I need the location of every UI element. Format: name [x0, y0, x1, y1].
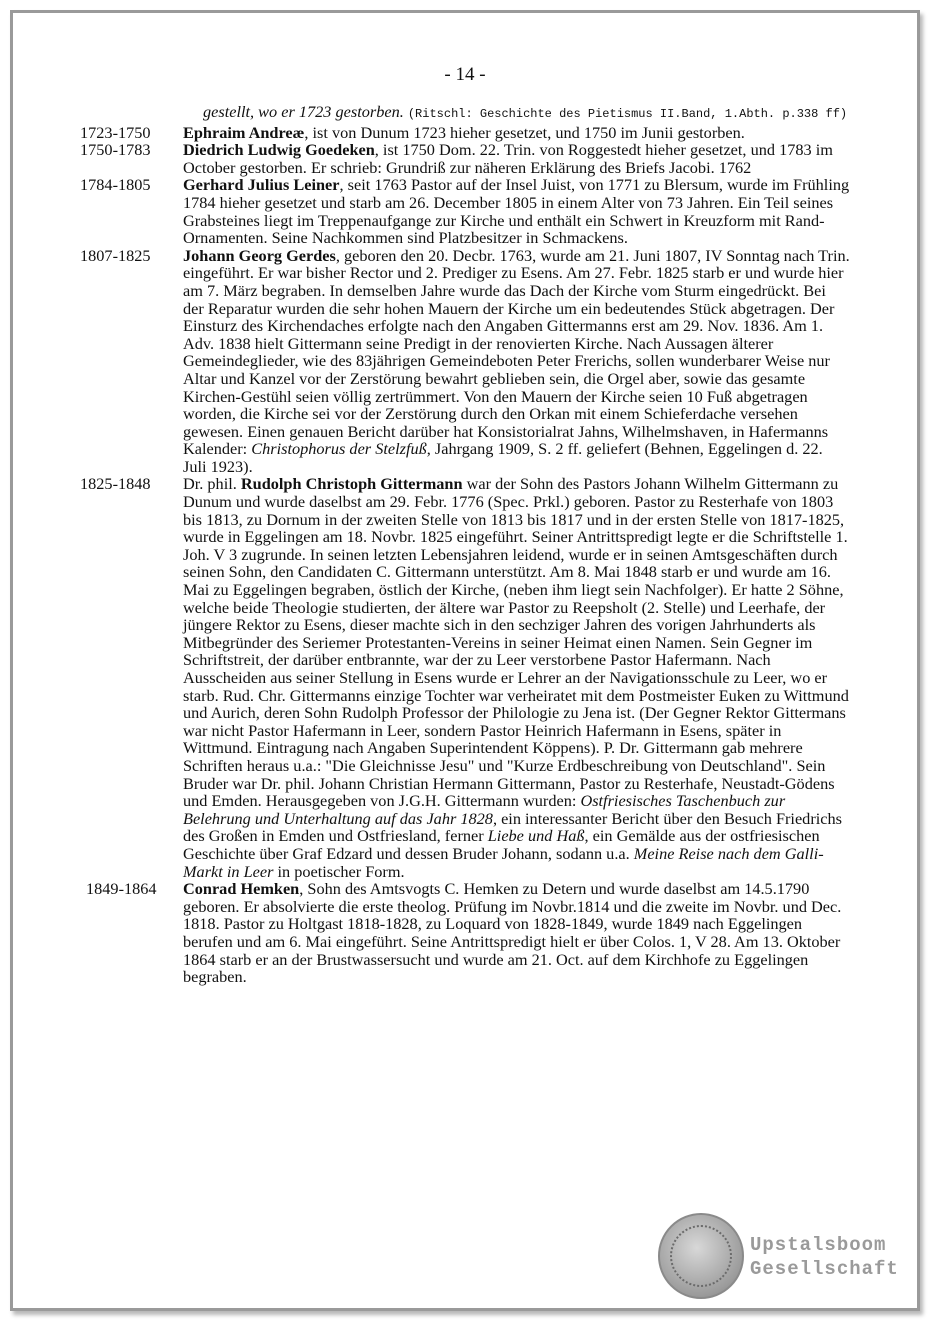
society-name-line2: Gesellschaft	[750, 1258, 899, 1280]
continuation-text: gestellt, wo er 1723 gestorben.	[203, 102, 404, 121]
society-seal-icon	[658, 1213, 744, 1299]
book-title-3: Meine Reise nach dem Galli-Markt in Leer	[183, 843, 824, 881]
pastor-entry	[80, 176, 850, 246]
entry-body-end: , Jahrgang 1909, S. 2 ff. geliefert (Behnen, Eggelingen d. 22. Juli 1923).	[183, 439, 823, 476]
entry-text	[183, 141, 850, 176]
entry-body-4: in poetischer Form.	[273, 861, 405, 881]
entry-years: 1784-1805	[80, 175, 151, 195]
pastor-name: Diedrich Ludwig Goedeken	[183, 140, 375, 160]
pastor-entry	[80, 475, 850, 880]
continuation-line	[80, 103, 850, 124]
society-logo-text	[750, 1233, 899, 1281]
entry-years: 1825-1848	[80, 474, 151, 494]
book-title-2: Liebe und Haß	[487, 826, 585, 846]
entry-text	[183, 880, 850, 986]
entry-years: 1750-1783	[80, 140, 151, 160]
entry-body: , Sohn des Amtsvogts C. Hemken zu Detern und wurde daselbst am 14.5.1790 geboren. Er absolvierte die erste theolog. Prüfung im Novbr.1814 und die zweite im Novbr. und Dec. 1818. Pastor zu Holtgast 1818-1828, zu Loquard von 1828-1849, wurde 1849 nach Eggelingen berufen und am 6. Mai eingeführt. Seine Antrittspredigt hielt er über Colos. 1, V 28. Am 13. Oktober 1864 starb er an der Brustwassersucht und wurde am 21. Oct. auf dem Kirchhofe zu Eggelingen begraben.	[183, 879, 842, 987]
entry-body: , ist von Dunum 1723 hieher gesetzet, und 1750 im Junii gestorben.	[304, 122, 745, 142]
book-title: Ostfriesisches Taschenbuch zur Belehrung und Unterhaltung auf das Jahr 1828	[183, 791, 786, 828]
pastor-name: Ephraim Andreæ	[183, 122, 305, 142]
entry-body-3: , ein Gemälde aus der ostfriesischen Geschichte über Graf Edzard und dessen Bruder Johann, sodann u.a.	[183, 826, 820, 863]
calendar-title: Christophorus der Stelzfuß	[251, 439, 427, 459]
citation: (Ritschl: Geschichte des Pietismus II.Band, 1.Abth. p.338 ff)	[407, 107, 848, 121]
entry-years: 1807-1825	[80, 245, 151, 265]
entry-years: 1723-1750	[80, 122, 151, 142]
pastor-name: Gerhard Julius Leiner	[183, 175, 340, 195]
pastor-title: Dr. phil.	[183, 474, 241, 494]
pastor-entry	[80, 880, 850, 986]
pastor-name: Rudolph Christoph Gittermann	[240, 474, 463, 494]
pastor-entry	[80, 124, 850, 142]
pastor-name: Conrad Hemken	[183, 879, 300, 899]
document-body	[80, 103, 850, 986]
pastor-entry	[80, 247, 850, 476]
pastor-name: Johann Georg Gerdes	[183, 245, 336, 265]
entry-body-2: , ein interessanter Bericht über den Besuch Friedrichs des Großen in Emden und Ostfriesland, ferner	[183, 808, 842, 846]
entry-text	[183, 176, 850, 246]
page-number: - 14 -	[444, 64, 486, 85]
entry-body: , geboren den 20. Decbr. 1763, wurde am 21. Juni 1807, IV Sonntag nach Trin. eingeführt. Er war bisher Rector und 2. Prediger zu Esens. Am 27. Febr. 1825 starb er und wurde hier am 7. März begraben. In demselben Jahre wurde das Dach der Kirche vom Sturm eingedrückt. Bei der Reparatur wurden die sehr hohen Mauern der Kirche um ein bedeutendes Stück abgetragen. Der Einsturz des Kirchendaches erfolgte nach den Angaben Gittermanns erst am 29. Nov. 1836. Am 1. Adv. 1838 hielt Gittermann seine Predigt in der renovierten Kirche. Nach Aussagen älterer Gemeindeglieder, wie des 83jährigen Gemeindeboten Peter Frerichs, sollen wunderbarer Weise nur Altar und Kanzel vor der Zerstörung bewahrt geblieben sein, die Orgel aber, sowie das gesamte Kirchen-Gestühl seien völlig zertrümmert. Von den Mauern der Kirche seien 10 Fuß abgetragen worden, die Kirche sei vor der Zerstörung durch den Orkan mit einem Schieferdache versehen gewesen. Einen genauen Bericht darüber hat Konsistorialrat Jahns, Wilhelmshaven, in Hafermanns Kalender:	[183, 245, 850, 459]
society-name-line1: Upstalsboom	[750, 1234, 887, 1256]
entry-text	[183, 475, 850, 880]
pastor-entry	[80, 141, 850, 176]
entry-body: , ist 1750 Dom. 22. Trin. von Roggestedt hieher gesetzet, und 1783 im October gestorben. Er schrieb: Grundriß zur näheren Erklärung des Briefs Jacobi. 1762	[183, 140, 833, 177]
entry-text	[183, 124, 850, 142]
entry-years: 1849-1864	[86, 879, 157, 899]
entry-text	[183, 247, 850, 476]
entry-body: war der Sohn des Pastors Johann Wilhelm Gittermann zu Dunum und wurde daselbst am 29. Febr. 1776 (Spec. Prkl.) geboren. Pastor zu Resterhafe von 1803 bis 1813, zu Dornum in der zweiten Stelle von 1813 bis 1817 und in der ersten Stelle von 1817-1825, wurde in Eggelingen am 18. Novbr. 1825 eingeführt. Seiner Antrittspredigt legte er die Schriftstelle 1. Joh. V 3 zugrunde. In seinen letzten Lebensjahren leidend, wurde er in seinen Amtsgeschäften durch seinen Sohn, den Candidaten C. Gittermann unterstützt. Am 8. Mai 1848 starb er und wurde am 16. Mai zu Eggelingen begraben, östlich der Kirche, (neben ihm liegt sein Nachfolger). Er hatte 2 Söhne, welche beide Theologie studierten, der ältere war Pastor zu Reepsholt (2. Stelle) und Leerhafe, der jüngere Rektor zu Esens, dieser machte sich in den sechziger Jahren des vorigen Jahrhunderts als Mitbegründer des Seriemer Protestanten-Vereins in seiner Heimat einen Namen. Sein Gegner im Schriftstreit, der darüber entbrannte, war der zu Leer verstorbene Pastor Hafermann. Nach Ausscheiden aus seiner Stellung in Esens wurde er Lehrer an der Navigationsschule zu Leer, wo er starb. Rud. Chr. Gittermanns einzige Tochter war verheiratet mit dem Postmeister Euken zu Wittmund und Aurich, deren Sohn Rudolph Professor der Philologie zu Jena ist. (Der Gegner Rektor Gittermans war nicht Pastor Hafermann in Leer, sondern Pastor Heinrich Hafermann in Esens, später in Wittmund. Eintragung nach Angaben Superintendent Köppens). P. Dr. Gittermann gab mehrere Schriften heraus u.a.: "Die Gleichnisse Jesu" und "Kurze Erdbeschreibung von Deutschland". Sein Bruder war Dr. phil. Johann Christian Hermann Gittermann, Pastor zu Resterhafe, Neustadt-Gödens und Emden. Herausgegeben von J.G.H. Gittermann wurden:	[183, 474, 849, 811]
entry-body: , seit 1763 Pastor auf der Insel Juist, von 1771 zu Blersum, wurde im Frühling 1784 hieher gesetzet und starb am 26. December 1805 in einem Alter von 73 Jahren. Ein Teil seines Grabsteines liegt im Treppenaufgange zur Kirche und enthält ein Schwert in Kreuzform mit Rand-Ornamenten. Seine Nachkommen sind Platzbesitzer in Schmackens.	[183, 175, 850, 248]
